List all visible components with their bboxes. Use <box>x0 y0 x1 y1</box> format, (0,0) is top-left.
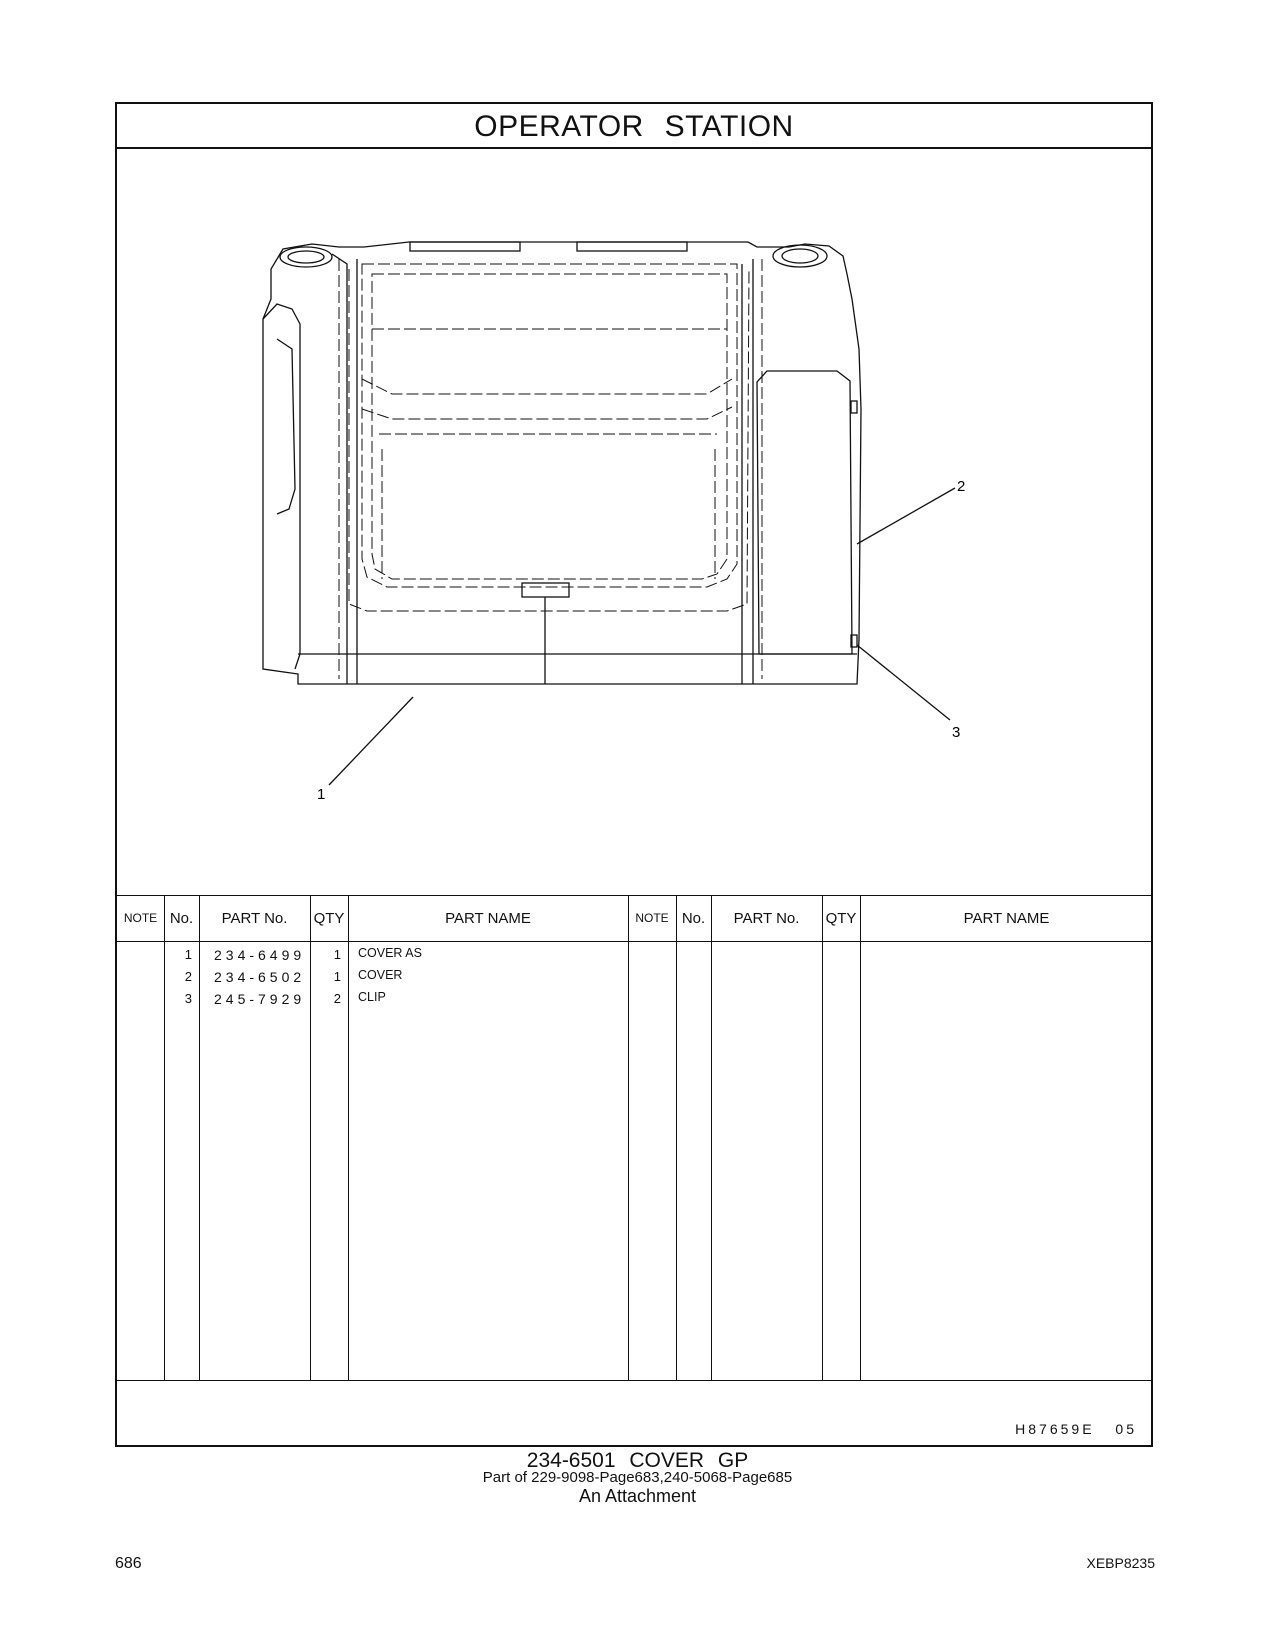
header-note-right: NOTE <box>635 911 669 925</box>
table-row-qty: 2 <box>333 991 341 1006</box>
header-no: No. <box>169 910 194 927</box>
header-part-no: PART No. <box>221 910 288 927</box>
table-row-no: 1 <box>184 947 192 962</box>
illustration-id: H87659E 05 <box>1015 1421 1137 1437</box>
table-row-part-no: 234-6499 <box>214 947 306 963</box>
parts-table <box>117 895 1151 1380</box>
right-cover <box>757 371 852 654</box>
callout-3: 3 <box>952 724 961 741</box>
header-part-name-right: PART NAME <box>963 910 1050 927</box>
left-panel-detail <box>277 339 295 514</box>
top-vent-right <box>577 242 687 251</box>
parts-illustration <box>117 149 1151 895</box>
header-no-right: No. <box>681 910 706 927</box>
cover-drawing <box>117 149 1151 895</box>
header-part-name: PART NAME <box>445 910 531 927</box>
table-row-no: 2 <box>184 969 192 984</box>
page-title: OPERATOR STATION <box>117 104 1151 149</box>
cover-outline <box>263 242 861 684</box>
table-row-part-no: 234-6502 <box>214 969 306 985</box>
table-row-part-no: 245-7929 <box>214 991 306 1007</box>
header-qty-right: QTY <box>825 910 857 927</box>
callout-1: 1 <box>317 786 326 803</box>
center-bracket <box>522 583 569 597</box>
page-number: 686 <box>115 1555 142 1572</box>
header-note: NOTE <box>123 911 158 925</box>
table-row-no: 3 <box>184 991 192 1006</box>
illustration-footer <box>117 1380 1151 1447</box>
table-row-part-name: COVER AS <box>358 946 422 960</box>
callout-2: 2 <box>957 478 966 495</box>
group-caption: 234-6501 COVER GP <box>526 1449 749 1472</box>
top-vent-left <box>410 242 520 251</box>
header-qty: QTY <box>313 910 345 927</box>
parts-page-frame <box>115 102 1153 1447</box>
attachment-caption: An Attachment <box>578 1486 697 1506</box>
leader-line-2 <box>857 488 955 544</box>
header-part-no-right: PART No. <box>733 910 800 927</box>
leader-line-1 <box>329 697 413 785</box>
table-row-qty: 1 <box>333 947 341 962</box>
right-cupholder <box>773 245 827 267</box>
document-code: XEBP8235 <box>1086 1555 1155 1571</box>
inner-window-outline <box>362 264 737 587</box>
table-row-part-name: CLIP <box>358 990 386 1004</box>
leader-line-3 <box>857 645 950 720</box>
table-row-qty: 1 <box>333 969 341 984</box>
part-of-caption: Part of 229-9098-Page683,240-5068-Page685 <box>482 1469 793 1486</box>
table-row-part-name: COVER <box>358 968 403 982</box>
